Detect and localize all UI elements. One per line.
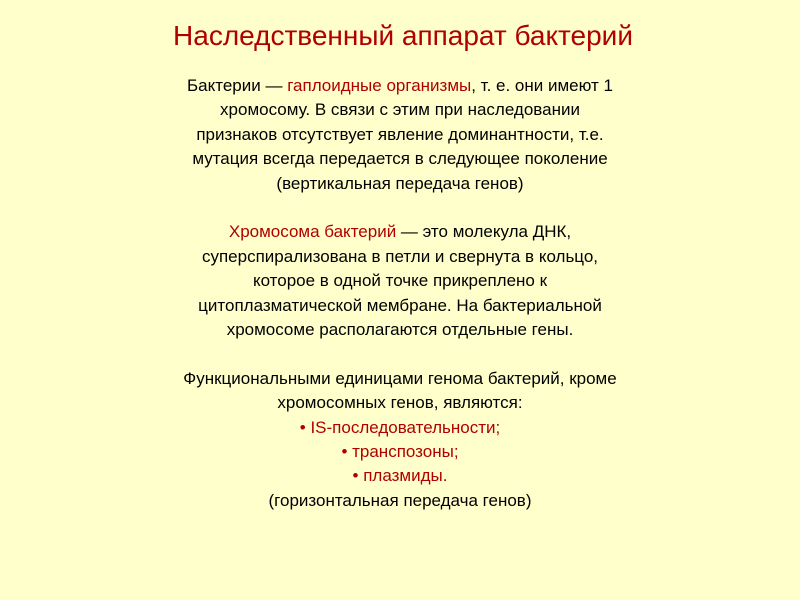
paragraph-chromosome-line: которое в одной точке прикреплено к [252,271,548,291]
paragraph-haploid-first-line [110,74,690,98]
paragraph-haploid [110,74,690,196]
paragraph-haploid-line: хромосому. В связи с этим при наследовании [220,100,580,120]
paragraph-functional-line: хромосомных генов, являются: [277,393,523,413]
paragraph-chromosome-first-line [110,220,690,244]
slide-body [110,74,690,513]
paragraph-haploid-line: мутация всегда передается в следующее поколение [192,149,608,169]
bullet-transposons: • транспозоны; [341,442,459,462]
paragraph-spacer [110,342,690,366]
paragraph-chromosome-line: цитоплазматической мембране. На бактериальной [198,295,602,315]
paragraph-chromosome-rest: — это молекула ДНК, [396,222,572,242]
paragraph-chromosome-line: хромосоме располагаются отдельные гены. [226,320,574,340]
paragraph-spacer [110,196,690,220]
paragraph-haploid-line: (вертикальная передача генов) [276,173,524,193]
haploid-term: гаплоидные организмы [287,76,472,95]
paragraph-haploid-rest: , т. е. они имеют 1 [471,76,613,95]
bullet-is-sequences: • IS-последовательности; [299,417,501,437]
paragraph-haploid-lead: Бактерии — [187,76,288,95]
paragraph-functional-units [110,367,690,513]
paragraph-functional-closing: (горизонтальная передача генов) [268,490,532,510]
slide-title: Наследственный аппарат бактерий [173,20,633,51]
paragraph-chromosome-line: суперспирализована в петли и свернута в кольцо, [201,246,599,266]
paragraph-chromosome [110,220,690,342]
paragraph-functional-line: Функциональными единицами генома бактерий, кроме [183,368,617,388]
paragraph-haploid-line: признаков отсутствует явление доминантности, т.е. [196,124,604,144]
chromosome-term: Хромосома бактерий [228,222,397,242]
bullet-plasmids: • плазмиды. [352,466,448,486]
